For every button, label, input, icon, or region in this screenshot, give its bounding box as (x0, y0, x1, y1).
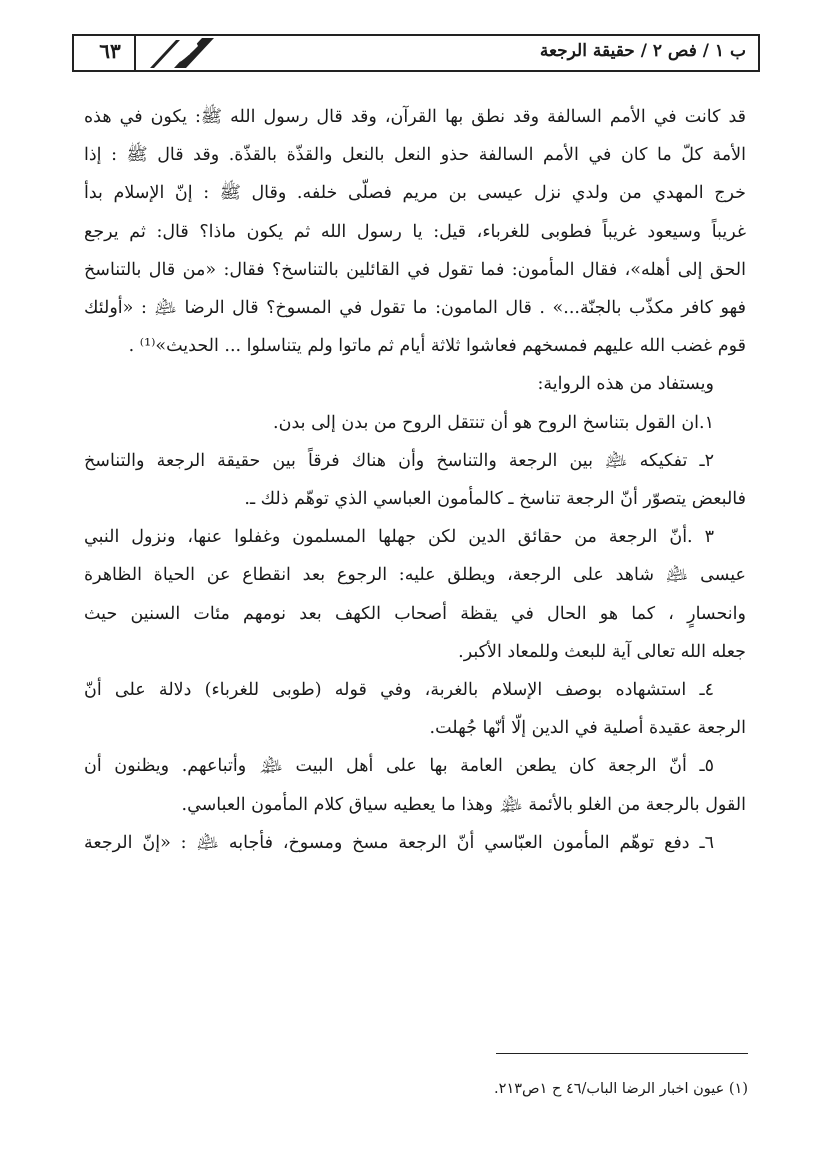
text-line: قوم غضب الله عليهم فمسخهم فعاشوا ثلاثة أيام ثم ماتوا ولم يتناسلوا ... الحديث»⁽¹⁾ . (128, 336, 746, 357)
text-line: ٦ـ دفع توهّم المأمون العبّاسي أنّ الرجعة مسخ ومسوخ، فأجابه ﵇ : «إنّ الرجعة (84, 832, 714, 853)
point-3 (84, 518, 746, 671)
text-line: القول بالرجعة من الغلو بالأئمة ﵈ وهذا ما يعطيه سياق كلام المأمون العباسي. (181, 794, 746, 815)
text-line: عيسى ﵇ شاهد على الرجعة، ويطلق عليه: الرجوع بعد انقطاع عن الحياة الظاهرة (84, 565, 746, 586)
footnote-rule (496, 1053, 748, 1054)
text-line: خرج المهدي من ولدي نزل عيسى بن مريم فصلّى خلفه. وقال ﷺ : إنّ الإسلام بدأ (84, 183, 746, 204)
point-2 (84, 442, 746, 518)
text-line: ويستفاد من هذه الرواية: (537, 374, 714, 395)
point-1 (84, 404, 746, 442)
text-line: فهو كافر مكذّب بالجنّة...» . قال المامون: ما تقول في المسوخ؟ قال الرضا ﵇ : «أولئك (84, 298, 746, 319)
page-number: ٦٣ (99, 39, 121, 63)
text-line: قد كانت في الأمم السالفة وقد نطق بها القرآن، وقد قال رسول الله ﷺ: يكون في هذه (84, 107, 746, 127)
paragraph-1 (84, 98, 746, 365)
main-text (84, 98, 746, 862)
ornament-icon (136, 36, 216, 70)
text-line: ٤ـ استشهاده بوصف الإسلام بالغربة، وفي قوله (طوبى للغرباء) دلالة على أنّ (84, 680, 714, 701)
text-line: الرجعة عقيدة أصلية في الدين إلّا أنّها جُهلت. (429, 718, 746, 739)
text-line: الأمة كلّ ما كان في الأمم السالفة حذو النعل بالنعل والقذّة بالقذّة. وقد قال ﷺ : إذا (84, 145, 746, 166)
point-4 (84, 671, 746, 747)
text-line: وانحسارٍ ، كما هو الحال في يقظة أصحاب الكهف بعد نومهم مئات السنين حيث (84, 603, 746, 624)
footnote: (١) عيون اخبار الرضا الباب/٤٦ ح ١ص٢١٣. (494, 1081, 748, 1097)
chapter-title: ب ١ / فص ٢ / حقيقة الرجعة (539, 41, 746, 61)
running-header (72, 34, 760, 72)
text-line: ٢ـ تفكيكه ﵇ بين الرجعة والتناسخ وأن هناك فرقاً بين حقيقة الرجعة والتناسخ (84, 450, 714, 471)
text-line: جعله الله تعالى آية للبعث وللمعاد الأكبر. (458, 641, 746, 662)
text-line: فالبعض يتصوّر أنّ الرجعة تناسخ ـ كالمأمون العباسي الذي توهّم ذلك ـ. (244, 489, 746, 510)
text-line: الحق إلى أهله»، فقال المأمون: فما تقول في القائلين بالتناسخ؟ فقال: «من قال بالتناسخ (84, 259, 746, 280)
text-line: ١.ان القول بتناسخ الروح هو أن تنتقل الروح من بدن إلى بدن. (273, 412, 714, 433)
point-5 (84, 747, 746, 823)
text-line: ٣ .أنّ الرجعة من حقائق الدين لكن جهلها المسلمون وغفلوا عنها، ونزول النبي (84, 527, 714, 548)
intro-line (84, 365, 746, 403)
text-line: ٥ـ أنّ الرجعة كان يطعن العامة بها على أهل البيت ﵈ وأتباعهم. ويظنون أن (84, 756, 714, 777)
text-line: غريباً وسيعود غريباً فطوبى للغرباء، قيل: يا رسول الله ثم يكون ماذا؟ قال: ثم يرجع (84, 221, 746, 242)
point-6 (84, 824, 746, 862)
